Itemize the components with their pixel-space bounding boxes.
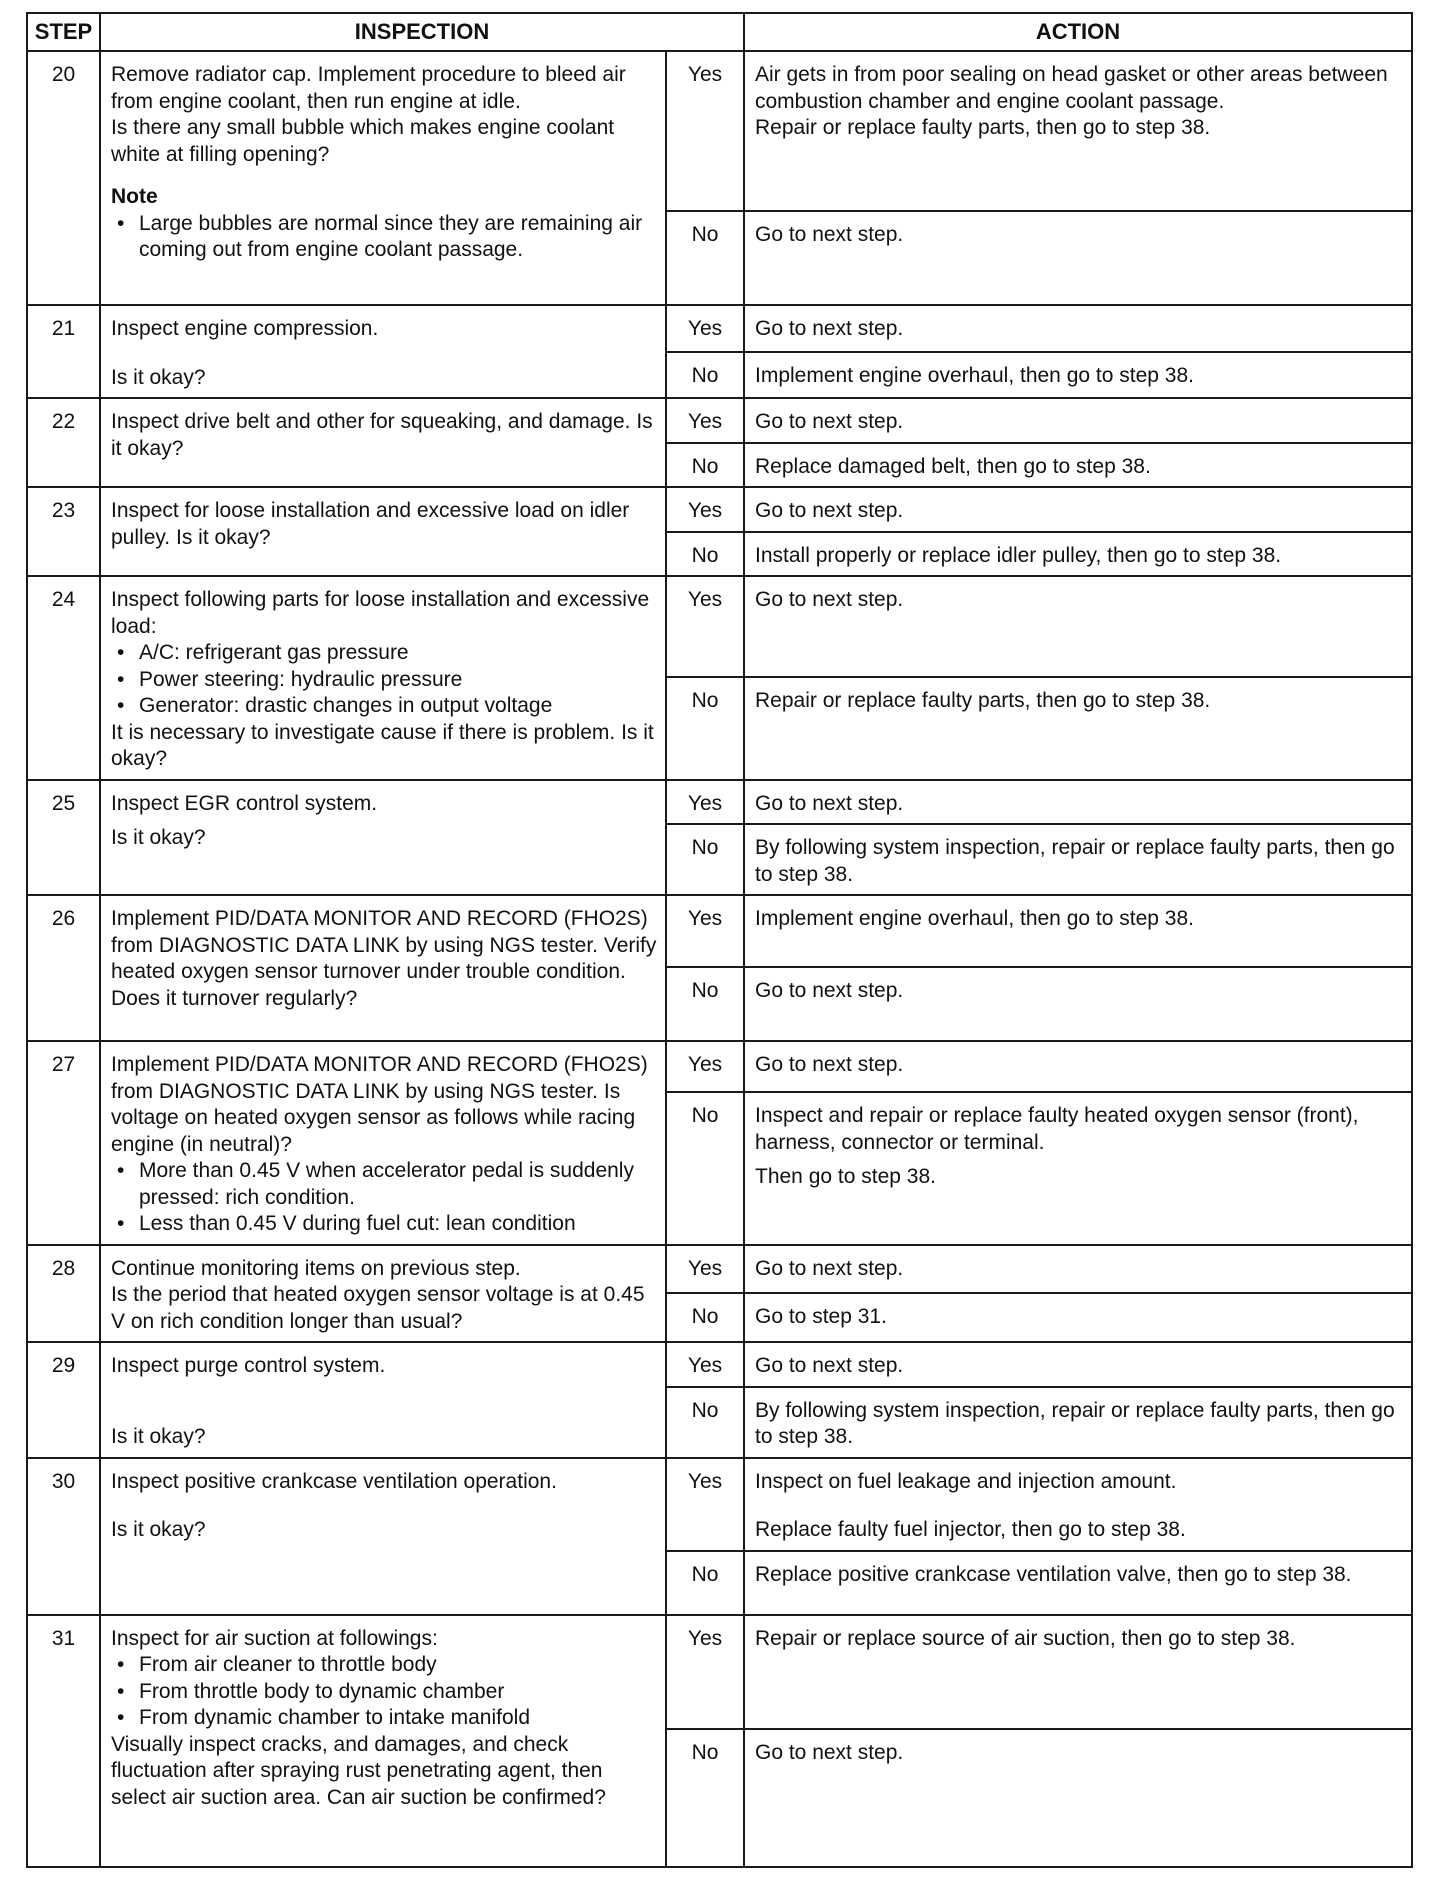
answer-no: No xyxy=(666,1293,744,1342)
inspection-text: Inspect for air suction at followings: xyxy=(111,1626,438,1650)
step-28-yes-row xyxy=(27,1245,1412,1294)
step-22-yes-row xyxy=(27,398,1412,443)
note-item: • Large bubbles are normal since they are remaining air coming out from engine coolant passage. xyxy=(111,211,657,264)
inspection-cell xyxy=(100,1458,666,1615)
inspection-cell xyxy=(100,51,666,305)
inspection-list xyxy=(111,1158,657,1238)
step-21-yes-row xyxy=(27,305,1412,352)
action-text: Inspect and repair or replace faulty heated oxygen sensor (front), harness, connector or terminal. xyxy=(755,1104,1359,1154)
inspection-text: Inspect following parts for loose installation and excessive load: xyxy=(111,588,650,638)
inspection-cell xyxy=(100,1245,666,1343)
action-yes: Go to next step. xyxy=(744,305,1412,352)
action-text: Replace faulty fuel injector, then go to step 38. xyxy=(755,1518,1186,1541)
inspection-text: Continue monitoring items on previous step. xyxy=(111,1256,521,1280)
answer-yes: Yes xyxy=(666,1342,744,1387)
step-number: 30 xyxy=(27,1458,100,1615)
answer-yes: Yes xyxy=(666,780,744,825)
answer-no: No xyxy=(666,1092,744,1244)
note-list xyxy=(111,211,657,264)
answer-no: No xyxy=(666,443,744,488)
header-row xyxy=(27,13,1412,51)
inspection-cell xyxy=(100,1041,666,1245)
answer-yes: Yes xyxy=(666,487,744,532)
diagnostic-steps-table xyxy=(26,12,1413,1868)
action-text: Air gets in from poor sealing on head gasket or other areas between combustion chamber and engine coolant passage. xyxy=(755,63,1388,113)
action-no: Go to next step. xyxy=(744,1729,1412,1867)
action-no: Replace damaged belt, then go to step 38. xyxy=(744,443,1412,488)
answer-no: No xyxy=(666,677,744,780)
inspection-text: Implement PID/DATA MONITOR AND RECORD (FHO2S) from DIAGNOSTIC DATA LINK by using NGS tester. Is voltage on heated oxygen sensor as follows while racing engine (in neutral)? xyxy=(111,1053,648,1156)
header-step: STEP xyxy=(27,13,100,51)
step-number: 20 xyxy=(27,51,100,305)
action-no: Go to next step. xyxy=(744,211,1412,305)
inspection-item: • Generator: drastic changes in output voltage xyxy=(111,693,657,720)
answer-no: No xyxy=(666,1387,744,1458)
inspection-item: • From air cleaner to throttle body xyxy=(111,1652,657,1679)
inspection-list xyxy=(111,1652,657,1732)
action-yes xyxy=(744,51,1412,211)
answer-yes: Yes xyxy=(666,1458,744,1551)
inspection-cell xyxy=(100,780,666,896)
action-yes: Implement engine overhaul, then go to step 38. xyxy=(744,895,1412,967)
inspection-question: It is necessary to investigate cause if there is problem. Is it okay? xyxy=(111,720,654,770)
answer-yes: Yes xyxy=(666,51,744,211)
answer-no: No xyxy=(666,532,744,577)
action-no: Implement engine overhaul, then go to step 38. xyxy=(744,352,1412,399)
action-yes: Go to next step. xyxy=(744,1245,1412,1294)
inspection-cell xyxy=(100,305,666,398)
action-yes: Go to next step. xyxy=(744,1342,1412,1387)
inspection-item: • More than 0.45 V when accelerator pedal is suddenly pressed: rich condition. xyxy=(111,1158,657,1211)
step-number: 29 xyxy=(27,1342,100,1458)
note-title: Note xyxy=(111,185,158,208)
step-24-yes-row xyxy=(27,576,1412,677)
inspection-question: Is it okay? xyxy=(111,826,206,849)
inspection-cell xyxy=(100,1342,666,1458)
action-yes: Go to next step. xyxy=(744,576,1412,677)
action-no: Go to step 31. xyxy=(744,1293,1412,1342)
inspection-text: Inspect positive crankcase ventilation operation. xyxy=(111,1469,557,1493)
action-no: Install properly or replace idler pulley, then go to step 38. xyxy=(744,532,1412,577)
inspection-text: Implement PID/DATA MONITOR AND RECORD (FHO2S) from DIAGNOSTIC DATA LINK by using NGS tester. Verify heated oxygen sensor turnover under trouble condition. Does it turnover regularly? xyxy=(100,895,666,1041)
action-no: By following system inspection, repair or replace faulty parts, then go to step 38. xyxy=(744,1387,1412,1458)
answer-yes: Yes xyxy=(666,1245,744,1294)
inspection-question: Visually inspect cracks, and damages, and check fluctuation after spraying rust penetrating agent, then select air suction area. Can air suction be confirmed? xyxy=(111,1732,606,1809)
inspection-list xyxy=(111,640,657,720)
inspection-cell xyxy=(100,576,666,780)
header-inspection: INSPECTION xyxy=(100,13,744,51)
answer-no: No xyxy=(666,1729,744,1867)
action-text: Repair or replace faulty parts, then go to step 38. xyxy=(755,116,1211,139)
inspection-text: Remove radiator cap. Implement procedure to bleed air from engine coolant, then run engine at idle. xyxy=(111,63,626,113)
action-no xyxy=(744,1092,1412,1244)
inspection-item: • Less than 0.45 V during fuel cut: lean condition xyxy=(111,1211,657,1238)
action-yes xyxy=(744,1458,1412,1551)
step-number: 28 xyxy=(27,1245,100,1343)
step-30-yes-row xyxy=(27,1458,1412,1551)
header-action: ACTION xyxy=(744,13,1412,51)
answer-yes: Yes xyxy=(666,398,744,443)
answer-yes: Yes xyxy=(666,1041,744,1092)
answer-no: No xyxy=(666,352,744,399)
action-yes: Go to next step. xyxy=(744,398,1412,443)
answer-yes: Yes xyxy=(666,1615,744,1729)
inspection-item: • From dynamic chamber to intake manifold xyxy=(111,1705,657,1732)
step-number: 22 xyxy=(27,398,100,487)
inspection-text: Inspect for loose installation and excessive load on idler pulley. Is it okay? xyxy=(100,487,666,576)
action-yes: Repair or replace source of air suction, then go to step 38. xyxy=(744,1615,1412,1729)
step-25-yes-row xyxy=(27,780,1412,825)
step-number: 25 xyxy=(27,780,100,896)
action-no: Go to next step. xyxy=(744,967,1412,1041)
action-no: By following system inspection, repair or replace faulty parts, then go to step 38. xyxy=(744,824,1412,895)
inspection-question: Is it okay? xyxy=(111,1518,206,1541)
answer-no: No xyxy=(666,211,744,305)
step-20-yes-row xyxy=(27,51,1412,211)
action-text: Then go to step 38. xyxy=(755,1165,936,1189)
step-29-yes-row xyxy=(27,1342,1412,1387)
step-number: 31 xyxy=(27,1615,100,1867)
action-no: Repair or replace faulty parts, then go to step 38. xyxy=(744,677,1412,780)
inspection-text: Inspect EGR control system. xyxy=(111,791,378,815)
inspection-question: Is the period that heated oxygen sensor voltage is at 0.45 V on rich condition longer than usual? xyxy=(111,1283,645,1333)
action-no: Replace positive crankcase ventilation valve, then go to step 38. xyxy=(744,1551,1412,1615)
inspection-text: Inspect purge control system. xyxy=(111,1354,386,1377)
answer-yes: Yes xyxy=(666,305,744,352)
step-31-yes-row xyxy=(27,1615,1412,1729)
inspection-item: • Power steering: hydraulic pressure xyxy=(111,667,657,694)
answer-no: No xyxy=(666,967,744,1041)
inspection-item: • From throttle body to dynamic chamber xyxy=(111,1679,657,1706)
step-26-yes-row xyxy=(27,895,1412,967)
step-number: 26 xyxy=(27,895,100,1041)
inspection-text: Inspect engine compression. xyxy=(111,317,379,340)
inspection-question: Is there any small bubble which makes engine coolant white at filling opening? xyxy=(111,116,615,166)
answer-yes: Yes xyxy=(666,895,744,967)
inspection-text: Inspect drive belt and other for squeaking, and damage. Is it okay? xyxy=(100,398,666,487)
answer-no: No xyxy=(666,824,744,895)
step-23-yes-row xyxy=(27,487,1412,532)
step-number: 24 xyxy=(27,576,100,780)
inspection-question: Is it okay? xyxy=(111,365,206,389)
answer-yes: Yes xyxy=(666,576,744,677)
step-number: 23 xyxy=(27,487,100,576)
answer-no: No xyxy=(666,1551,744,1615)
step-27-yes-row xyxy=(27,1041,1412,1092)
action-yes: Go to next step. xyxy=(744,1041,1412,1092)
inspection-cell xyxy=(100,1615,666,1867)
inspection-question: Is it okay? xyxy=(111,1424,206,1448)
action-yes: Go to next step. xyxy=(744,487,1412,532)
step-number: 21 xyxy=(27,305,100,398)
step-number: 27 xyxy=(27,1041,100,1245)
action-text: Inspect on fuel leakage and injection amount. xyxy=(755,1469,1177,1493)
action-yes: Go to next step. xyxy=(744,780,1412,825)
inspection-item: • A/C: refrigerant gas pressure xyxy=(111,640,657,667)
